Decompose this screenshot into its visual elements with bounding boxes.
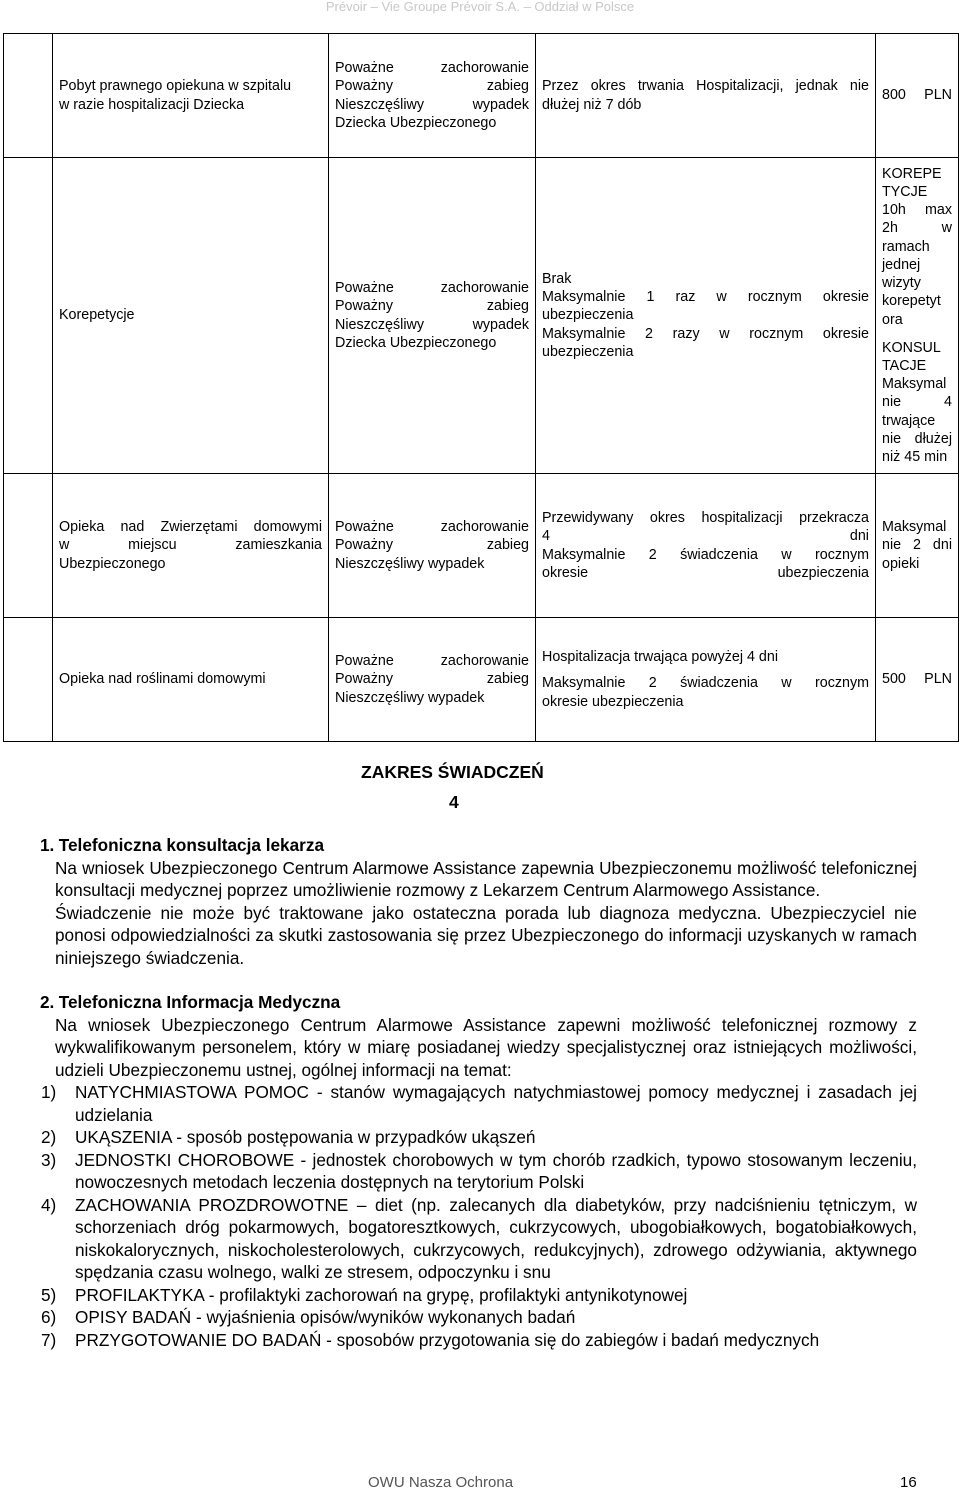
- cell-line: dłużej niż 7 dób: [542, 96, 642, 113]
- section-1: [41, 834, 917, 969]
- cell-line: Pobyt prawnego opiekuna w szpitalu: [59, 78, 292, 95]
- cell-line: nie dłużej: [882, 430, 952, 447]
- cell-line: w razie hospitalizacji Dziecka: [59, 96, 245, 113]
- page-header: Prévoir – Vie Groupe Prévoir S.A. – Oddział w Polsce: [325, 0, 635, 14]
- cell-line: ubezpieczenia: [542, 307, 634, 324]
- list-item: 4) ZACHOWANIA PROZDROWOTNE – diet (np. zalecanych dla diabetyków, przy nadciśnieniu tętniczym, w schorzeniach dróg pokarmowych, bogatoresztkowych, cukrzycowych, ubogobiałkowych, bogatobiałkowych, niskokalorycznych, niskocholesterolowych, cukrzycowych, redukcyjnych), zdrowego odżywiania, aktywnego spędzania czasu wolnego, walki ze stresem, odpoczynku i snu: [41, 1194, 917, 1282]
- list-item: 1) NATYCHMIASTOWA POMOC - stanów wymagających natychmiastowej pomocy medycznej i zasadach jej udzielania: [41, 1082, 917, 1125]
- section-heading: [41, 991, 917, 1014]
- cell-line: 2h w: [882, 220, 952, 237]
- insured-events: [329, 474, 536, 618]
- topic-list: [41, 1081, 917, 1351]
- cell-line: jednej: [882, 256, 921, 273]
- insured-events: [329, 618, 536, 742]
- cell-line: ora: [882, 311, 903, 328]
- cell-line: TACJE: [882, 357, 927, 374]
- list-item: 5) PROFILAKTYKA - profilaktyki zachorowań na grypę, profilaktyki antynikotynowej: [41, 1284, 688, 1305]
- cell-line: Korepetycje: [59, 307, 135, 324]
- benefit-name: [53, 34, 329, 158]
- cell-line: Ubezpieczonego: [59, 555, 166, 572]
- limits: [536, 618, 876, 742]
- row-number: [4, 34, 53, 158]
- page-footer: [0, 1474, 960, 1493]
- benefit-name: [53, 474, 329, 618]
- section-number: 1.: [40, 835, 55, 855]
- row-number: [4, 474, 53, 618]
- table-row: [4, 34, 959, 158]
- cell-line: Hospitalizacja trwająca powyżej 4 dni: [542, 649, 779, 666]
- cell-line: Maksymalnie 2 świadczenia w rocznym: [542, 675, 869, 692]
- document-body: [41, 834, 917, 1373]
- table-row: [4, 618, 959, 742]
- section-heading-text: Telefoniczna konsultacja lekarza: [58, 835, 325, 855]
- cell-line: Nieszczęśliwy wypadek: [335, 689, 485, 706]
- benefits-table: [3, 33, 959, 742]
- section-number: 2.: [40, 992, 55, 1012]
- cell-line: Nieszczęśliwy wypadek: [335, 96, 529, 113]
- section-2: [41, 991, 917, 1351]
- cell-line: 4 dni: [542, 528, 869, 545]
- cell-line: Maksymalnie 1 raz w rocznym okresie: [542, 289, 869, 306]
- list-item: 7) PRZYGOTOWANIE DO BADAŃ - sposobów przygotowania się do zabiegów i badań medycznych: [41, 1329, 820, 1350]
- cell-line: Poważny zabieg: [335, 537, 529, 554]
- list-item: 3) JEDNOSTKI CHOROBOWE - jednostek chorobowych w tym chorób rzadkich, typowo stosowanym leczeniu, nowoczesnych metodach leczenia dostępnych na terytorium Polski: [41, 1149, 917, 1192]
- cell-line: 800 PLN: [882, 87, 952, 104]
- cell-line: Poważne zachorowanie: [335, 519, 529, 536]
- insured-events: [329, 34, 536, 158]
- cell-line: Poważne zachorowanie: [335, 653, 529, 670]
- amount: [876, 158, 959, 474]
- benefit-name: [53, 158, 329, 474]
- limits: [536, 158, 876, 474]
- cell-line: Poważne zachorowanie: [335, 60, 529, 77]
- cell-line: KONSUL: [882, 339, 941, 356]
- cell-line: Poważny zabieg: [335, 298, 529, 315]
- cell-line: Opieka nad roślinami domowymi: [59, 671, 266, 688]
- paragraph: Na wniosek Ubezpieczonego Centrum Alarmowe Assistance zapewnia Ubezpieczonemu możliwość telefonicznej konsultacji medycznej poprzez umożliwienie rozmowy z Lekarzem Centrum Alarmowego Assistance.: [55, 857, 917, 900]
- row-number: [4, 158, 53, 474]
- cell-line: Poważny zabieg: [335, 78, 529, 95]
- section-title-number: 4: [449, 792, 459, 812]
- cell-line: 10h max: [882, 202, 952, 219]
- table-row: [4, 474, 959, 618]
- cell-line: w miejscu zamieszkania: [59, 537, 322, 554]
- cell-line: Dziecka Ubezpieczonego: [335, 114, 497, 131]
- cell-line: Poważny zabieg: [335, 671, 529, 688]
- amount: [876, 618, 959, 742]
- page-number: 16: [900, 1474, 917, 1491]
- cell-line: wizyty: [882, 275, 921, 292]
- cell-line: Maksymal: [882, 376, 947, 393]
- section-heading-text: Telefoniczna Informacja Medyczna: [58, 992, 341, 1012]
- cell-line: Brak: [542, 270, 572, 287]
- cell-line: ramach: [882, 238, 930, 255]
- cell-line: korepetyt: [882, 293, 941, 310]
- cell-line: okresie ubezpieczenia: [542, 693, 684, 710]
- cell-line: opieki: [882, 555, 920, 572]
- limits: [536, 474, 876, 618]
- insured-events: [329, 158, 536, 474]
- cell-line: 500 PLN: [882, 671, 952, 688]
- cell-line: Dziecka Ubezpieczonego: [335, 334, 497, 351]
- cell-line: nie 2 dni: [882, 537, 952, 554]
- cell-line: Poważne zachorowanie: [335, 280, 529, 297]
- list-item: 6) OPISY BADAŃ - wyjaśnienia opisów/wyników wykonanych badań: [41, 1307, 576, 1327]
- cell-line: Nieszczęśliwy wypadek: [335, 316, 529, 333]
- paragraph: Świadczenie nie może być traktowane jako ostateczna porada lub diagnoza medyczna. Ubezpieczyciel nie ponosi odpowiedzialności za skutki zastosowania się przez Ubezpieczonego do informacji uzyskanych w ramach niniejszego świadczenia.: [55, 902, 917, 968]
- cell-line: Maksymal: [882, 519, 947, 536]
- cell-line: okresie ubezpieczenia: [542, 564, 869, 581]
- cell-line: Maksymalnie 2 świadczenia w rocznym: [542, 546, 869, 563]
- cell-line: trwające: [882, 412, 936, 429]
- cell-line: Nieszczęśliwy wypadek: [335, 555, 485, 572]
- benefit-name: [53, 618, 329, 742]
- amount: [876, 34, 959, 158]
- cell-line: ubezpieczenia: [542, 343, 634, 360]
- cell-line: niż 45 min: [882, 448, 948, 465]
- cell-line: nie 4: [882, 394, 952, 411]
- paragraph: Na wniosek Ubezpieczonego Centrum Alarmowe Assistance zapewni możliwość telefonicznej rozmowy z wykwalifikowanym personelem, który w miarę posiadanej wiedzy specjalistycznej oraz istniejących możliwości, udzieli Ubezpieczonemu ustnej, ogólnej informacji na temat:: [55, 1014, 917, 1080]
- table-row: [4, 158, 959, 474]
- section-title-text: ZAKRES ŚWIADCZEŃ: [361, 762, 544, 782]
- cell-line: TYCJE: [882, 184, 928, 201]
- section-heading: [41, 834, 917, 857]
- footer-document-name: OWU Nasza Ochrona: [368, 1474, 514, 1491]
- amount: [876, 474, 959, 618]
- row-number: [4, 618, 53, 742]
- list-item: 2) UKĄSZENIA - sposób postępowania w przypadków ukąszeń: [41, 1127, 536, 1147]
- cell-line: Przewidywany okres hospitalizacji przekracza: [542, 510, 869, 527]
- cell-line: Przez okres trwania Hospitalizacji, jednak nie: [542, 78, 869, 95]
- cell-line: KOREPE: [882, 165, 942, 182]
- cell-line: Opieka nad Zwierzętami domowymi: [59, 519, 322, 536]
- cell-line: Maksymalnie 2 razy w rocznym okresie: [542, 325, 869, 342]
- limits: [536, 34, 876, 158]
